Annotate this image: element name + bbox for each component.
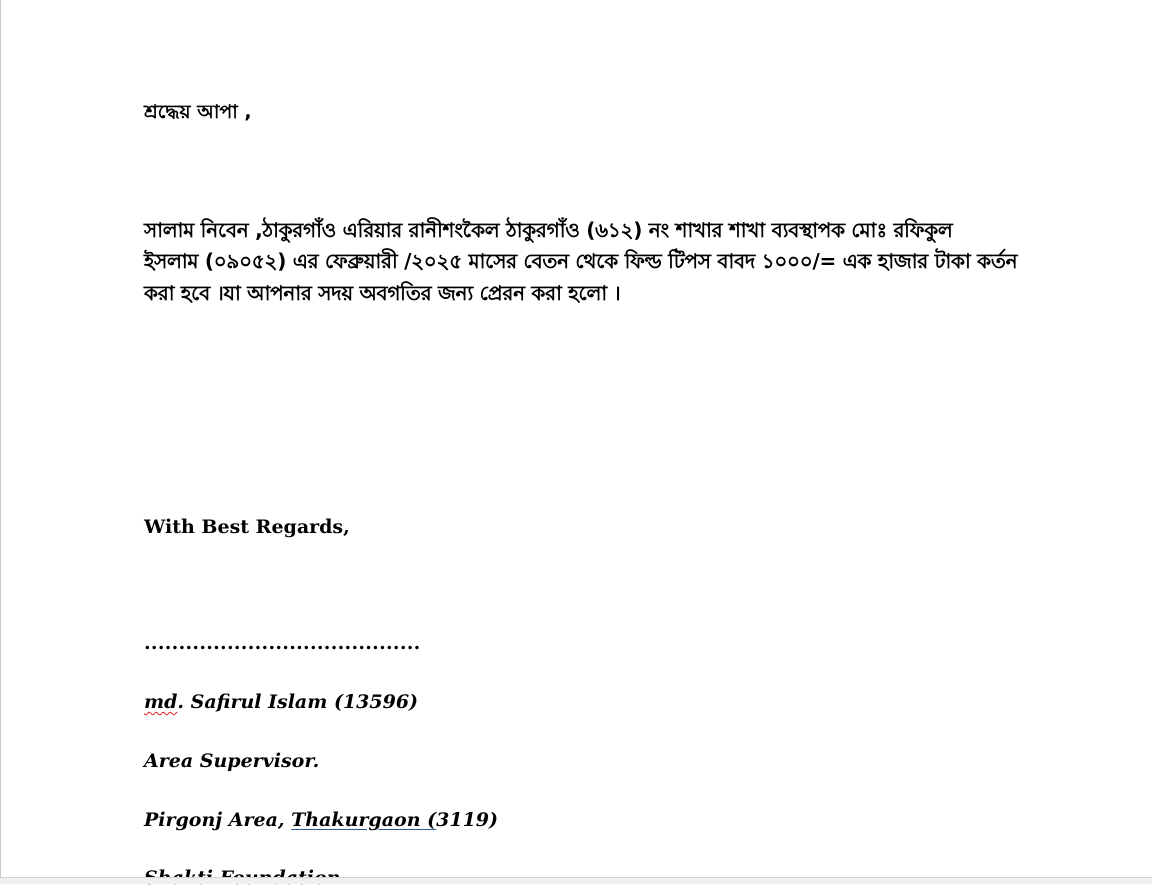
spellcheck-flagged-word[interactable]: md (144, 691, 178, 713)
signature-line: ........................................ (144, 632, 421, 654)
signature-title: Area Supervisor. (144, 750, 320, 772)
body-line-2: ইসলাম (০৯০৫২) এর ফেব্রুয়ারী /২০২৫ মাসের বেতন থেকে ফিল্ড টিপস বাবদ ১০০০/= এক হাজার টাকা কর্তন (144, 249, 1018, 273)
window-bottom-bar (0, 877, 1152, 884)
signature-name (144, 691, 418, 713)
body-line-3: করা হবে ।যা আপনার সদয় অবগতির জন্য প্রেরন করা হলো । (144, 281, 621, 305)
signature-name-rest: . Safirul Islam (13596) (177, 691, 419, 713)
salutation: শ্রদ্ধেয় আপা , (144, 101, 252, 123)
body-line-1: সালাম নিবেন ,ঠাকুরগাঁও এরিয়ার রানীশংকৈল ঠাকুরগাঁও (৬১২) নং শাখার শাখা ব্যবস্থাপক মোঃ রফিকুল (144, 218, 953, 242)
signature-area-link[interactable]: Thakurgaon ( (291, 809, 437, 831)
signature-area (144, 809, 498, 831)
signature-area-suffix: 3119) (436, 809, 498, 831)
closing-regards: With Best Regards, (144, 516, 350, 538)
signature-area-prefix: Pirgonj Area, (144, 809, 292, 831)
